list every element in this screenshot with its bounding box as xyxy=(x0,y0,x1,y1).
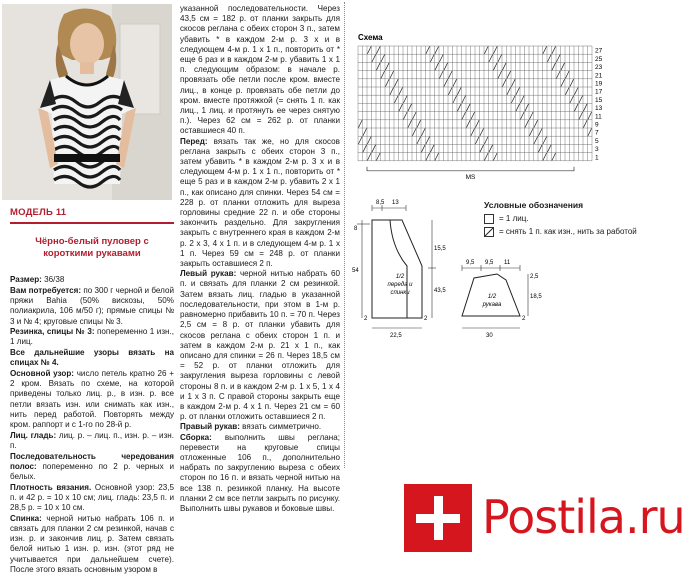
row-number: 13 xyxy=(595,105,603,113)
dim-text: 9,5 xyxy=(466,260,475,266)
row-number: 1 xyxy=(595,154,599,162)
row-number: 9 xyxy=(595,121,599,129)
paragraph xyxy=(10,275,174,285)
dim-text: 8 xyxy=(354,226,358,232)
paragraph-label: Основной узор: xyxy=(10,369,74,379)
paragraph-text: 36/38 xyxy=(41,275,65,285)
paragraph-label: Размер: xyxy=(10,275,42,285)
paragraph xyxy=(180,422,340,432)
legend-text: = снять 1 п. как изн., нить за работой xyxy=(499,227,637,236)
paragraph-label: Все дальнейшие узоры вязать на спицах № 4. xyxy=(10,348,174,368)
paragraph xyxy=(10,431,174,451)
paragraph xyxy=(180,269,340,422)
row-number: 5 xyxy=(595,137,599,145)
paragraph-label: Перед: xyxy=(180,136,208,146)
paragraph xyxy=(10,452,174,483)
legend-text: = 1 лиц. xyxy=(499,214,529,223)
paragraph xyxy=(10,483,174,514)
dim-text: 11 xyxy=(504,260,511,266)
paragraph-label: Левый рукав: xyxy=(180,269,237,279)
dim-text: 13 xyxy=(392,200,399,206)
paragraph-text: лиц. р. – лиц. п., изн. р. – изн. п. xyxy=(10,430,175,450)
sleeve-label: 1/2 рукава xyxy=(482,294,502,308)
paragraph-text: попеременно 1 изн., 1 лиц. xyxy=(10,327,174,347)
watermark-text: Postila.ru xyxy=(482,490,685,544)
column-2-body xyxy=(180,4,340,514)
chart-grid xyxy=(358,46,592,161)
paragraph-text: вязать симметрично. xyxy=(239,422,322,432)
paragraph-label: Вам потребуется: xyxy=(10,285,82,295)
dim-text: 43,5 xyxy=(434,288,446,294)
paragraph xyxy=(10,369,174,430)
paragraph-text: по 300 г черной и белой пряжи Bahia (50% вискозы, 50% полиакрила, 106 м/50 г); прямые спицы № 3 и № 4; круговые спицы № 3. xyxy=(10,285,174,326)
chart-title: Схема xyxy=(358,33,383,42)
watermark xyxy=(352,470,685,558)
chart-svg xyxy=(352,2,658,192)
column-1 xyxy=(10,208,174,576)
knitting-chart xyxy=(352,2,658,192)
legend xyxy=(484,200,654,240)
dim-text: 2 xyxy=(364,316,368,322)
paragraph-label: Последовательность чередования полос: xyxy=(10,451,174,471)
paragraph xyxy=(10,348,174,368)
row-number: 23 xyxy=(595,64,603,72)
diagonal-square-icon xyxy=(484,227,494,237)
plus-logo-icon xyxy=(404,484,472,552)
paragraph-text: указанной последовательности. Через 43,5 см = 182 р. от планки закрыть для скосов реглана с обеих сторон 3 п., затем убавить * в каждом 2-м р. 3 х и в следующем 4-м р. 1 х 1 п., повторить от * еще 6 раз и в каждом 2-м р. убавить 1 х 1 п. следующим образом: в начале р. провязать обе петли после кром. вместе лиц., в конце р. провязать обе петли до кром. вместе протяжкой (= снять 1 п. как лиц., 1 лиц. и протянуть ее через снятую п.). Через 62 см = 262 р. от планки оставшиеся 40 п. xyxy=(180,4,340,136)
paragraph xyxy=(180,137,340,270)
dim-text: 2,5 xyxy=(530,274,539,280)
paragraph-text: число петель кратно 26 + 2 кром. Вязать по схеме, на которой приведены только лиц. р., в изн. р. все петли вязать изн. или снимать как изн., нить перед работой. Повторять между кром. раппорт и с 1-го по 28-й р. xyxy=(10,369,174,430)
legend-title: Условные обозначения xyxy=(484,200,584,210)
legend-item-knit xyxy=(484,214,654,224)
model-description: Чёрно-белый пуловер с короткими рукавами xyxy=(35,236,149,259)
model-title: МОДЕЛЬ 11 xyxy=(10,207,67,218)
paragraph xyxy=(10,286,174,327)
row-number: 7 xyxy=(595,129,599,137)
paragraph-text: Основной узор: 23,5 п. и 42 р. = 10 х 10 см; лиц. гладь: 23,5 п. и 28,5 р. = 10 х 10 см. xyxy=(10,482,174,513)
row-number: 25 xyxy=(595,55,603,63)
body-label: 1/2 переда и спинки xyxy=(387,274,413,296)
paragraph-label: Правый рукав: xyxy=(180,422,240,432)
column-separator xyxy=(344,2,345,468)
paragraph-text: попеременно по 2 р. черных и белых. xyxy=(10,461,174,482)
row-number: 21 xyxy=(595,72,603,80)
dim-text: 9,5 xyxy=(485,260,494,266)
dim-text: 54 xyxy=(352,268,359,274)
rapport-bracket xyxy=(367,167,574,171)
dim-text: 8,5 xyxy=(376,200,385,206)
row-number: 15 xyxy=(595,96,603,104)
row-number: 11 xyxy=(595,113,602,121)
row-number: 3 xyxy=(595,146,599,154)
empty-square-icon xyxy=(484,214,494,224)
dim-text: 18,5 xyxy=(530,294,542,300)
paragraph-label: Сборка: xyxy=(180,432,212,442)
legend-item-slip xyxy=(484,227,654,237)
paragraph xyxy=(10,514,174,575)
column-1-body xyxy=(10,275,174,575)
row-number: 17 xyxy=(595,88,603,96)
dim-text: 22,5 xyxy=(390,333,402,339)
paragraph-label: Спинка: xyxy=(10,513,42,523)
paragraph-text: черной нитью набрать 60 п. и связать для планки 2 см резинкой. Затем вязать лиц. гладью в указанной последовательности, при этом в 1-м р. равномерно прибавить 10 п. = 70 п. Через 2,5 см = 8 р. от планки убавить для скосов реглана с обеих сторон 1 п. и затем в каждом 2-м р. 21 х 1 п., как описано для спинки = 26 п. Через 18,5 см = 52 р. от планки отложить для закругления выреза горловины с левой стороны 8 п. и в каждом 2-м р. 1 х 5, 1 х 4 и 1 х 3 п. С правой стороны закрыть еще в каждом 2-м р. 4 х 1 п. Через 21 см = 60 р. от планки отложить оставшиеся 2 п. xyxy=(180,269,340,422)
paragraph-label: Резинка, спицы № 3: xyxy=(10,327,95,337)
ms-label: MS xyxy=(465,173,476,181)
paragraph-label: Лиц. гладь: xyxy=(10,430,57,440)
paragraph xyxy=(180,4,340,137)
dim-text: 2 xyxy=(424,316,428,322)
title-rule xyxy=(10,222,174,224)
dim-text: 30 xyxy=(486,333,493,339)
paragraph-text: черной нитью набрать 106 п. и связать для планки 2 см резинкой, начав с изн. р. и закончив лиц. р. Затем связать белой нитью 1 изн. р. изн. (этот ряд не учитывается при дальнейшем счете). После этого вязать основным узором в xyxy=(10,513,174,574)
paragraph xyxy=(10,327,174,347)
paragraph-text: вязать так же, но для скосов реглана закрыть с обеих сторон 3 п., затем убавить * в каждом 2-м р. 3 х и в следующем 4-м р. 1 х 1 п., повторить от * еще 5 раз и в каждом 2-м р. убавить 2 х 1 п., как описано для спинки. Через 54 см = 228 р. от планки отложить для выреза горловины средние 22 п. и обе стороны закончить раздельно. Для закругления закрыть с внутреннего края в каждом 2-м р. 2 х 3, 4 х 1 п. и в следующем 4-м р. 1 х 1 п. Через 59 см = 248 р. от планки закрыть оставшиеся 2 п. xyxy=(180,136,340,269)
column-2 xyxy=(180,4,340,514)
dim-text: 15,5 xyxy=(434,246,446,252)
row-number: 27 xyxy=(595,47,603,55)
dim-text: 2 xyxy=(522,316,526,322)
model-photo xyxy=(2,4,172,200)
paragraph-text: выполнить швы реглана; перевести на круговые спицы отложенные 106 п., дополнительно набрать по закруглению выреза с обеих сторон по 16 п. и вязать черной нитью на все 138 п. резинкой планку. На высоте планки 2 см все петли закрыть по рисунку. Выполнить швы рукавов и боковые швы. xyxy=(180,432,340,513)
model-photo-illustration xyxy=(2,4,172,200)
row-number: 19 xyxy=(595,80,603,88)
body-piece-outline xyxy=(372,220,422,318)
paragraph-label: Плотность вязания. xyxy=(10,482,92,492)
paragraph xyxy=(180,433,340,515)
